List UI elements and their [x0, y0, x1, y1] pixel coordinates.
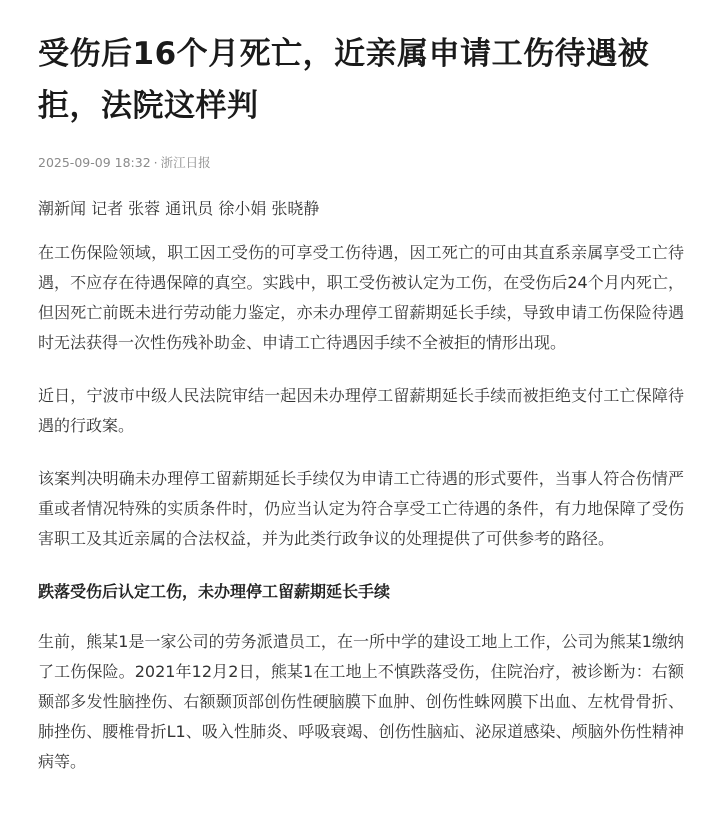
publish-datetime: 2025-09-09 18:32	[38, 155, 151, 170]
paragraph: 生前，熊某1是一家公司的劳务派遣员工，在一所中学的建设工地上工作，公司为熊某1缴纳了工伤保险。2021年12月2日，熊某1在工地上不慎跌落受伤，住院治疗，被诊断为：右额颞部多发性脑挫伤、右额颞顶部创伤性硬脑膜下血肿、创伤性蛛网膜下出血、左枕骨骨折、肺挫伤、腰椎骨折L1、吸入性肺炎、呼吸衰竭、创伤性脑疝、泌尿道感染、颅脑外伤性精神病等。	[38, 632, 684, 771]
article-body	[38, 194, 684, 777]
paragraph: 近日，宁波市中级人民法院审结一起因未办理停工留薪期延长手续而被拒绝支付工亡保障待遇的行政案。	[38, 386, 684, 435]
article-meta	[38, 154, 684, 172]
article	[38, 28, 684, 800]
meta-separator: ·	[153, 155, 158, 170]
section-subheading: 跌落受伤后认定工伤，未办理停工留薪期延长手续	[38, 582, 391, 601]
byline: 潮新闻 记者 张蓉 通讯员 徐小娟 张晓静	[38, 199, 320, 218]
paragraph: 在工伤保险领域，职工因工受伤的可享受工伤待遇，因工死亡的可由其直系亲属享受工亡待遇，不应存在待遇保障的真空。实践中，职工受伤被认定为工伤，在受伤后24个月内死亡，但因死亡前既未进行劳动能力鉴定，亦未办理停工留薪期延长手续，导致申请工伤保险待遇时无法获得一次性伤残补助金、申请工亡待遇因手续不全被拒的情形出现。	[38, 243, 684, 352]
article-title: 受伤后16个月死亡，近亲属申请工伤待遇被拒，法院这样判	[38, 36, 650, 124]
paragraph: 该案判决明确未办理停工留薪期延长手续仅为申请工亡待遇的形式要件，当事人符合伤情严重或者情况特殊的实质条件时，仍应当认定为符合享受工亡待遇的条件，有力地保障了受伤害职工及其近亲属的合法权益，并为此类行政争议的处理提供了可供参考的路径。	[38, 469, 684, 548]
source-name: 浙江日报	[160, 155, 211, 170]
